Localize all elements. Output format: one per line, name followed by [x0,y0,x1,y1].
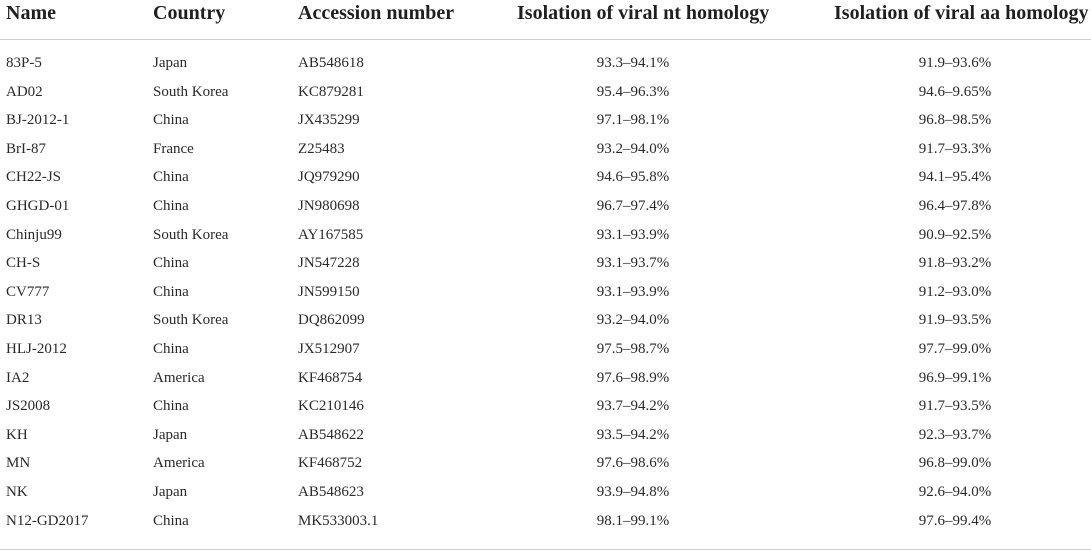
cell-name: BrI-87 [6,140,46,157]
table-header-row [0,0,1091,30]
cell-accession-number: AB548623 [298,483,364,500]
cell-name: JS2008 [6,398,51,415]
cell-accession-number: JN980698 [298,197,360,214]
cell-name: CH22-JS [6,169,62,186]
table-row [0,364,1091,393]
cell-accession-number: JN547228 [298,255,360,272]
table-row [0,163,1091,192]
cell-country: South Korea [153,83,229,100]
cell-aa-homology: 97.7–99.0% [918,340,992,357]
cell-country: China [153,255,189,272]
cell-name: BJ-2012-1 [6,112,70,129]
cell-nt-homology: 97.5–98.7% [596,340,670,357]
cell-name: DR13 [6,312,42,329]
cell-nt-homology: 93.5–94.2% [596,426,670,443]
column-header-nt-homology: Isolation of viral nt homology [517,2,770,24]
cell-aa-homology: 91.7–93.5% [918,398,992,415]
table-row [0,478,1091,507]
cell-accession-number: JQ979290 [298,169,360,186]
cell-nt-homology: 93.1–93.9% [596,226,670,243]
cell-accession-number: KC210146 [298,398,364,415]
cell-aa-homology: 96.8–98.5% [918,112,992,129]
cell-aa-homology: 90.9–92.5% [918,226,992,243]
table-row [0,249,1091,278]
column-header-aa-homology: Isolation of viral aa homology [834,2,1089,24]
cell-accession-number: DQ862099 [298,312,365,329]
cell-country: China [153,197,189,214]
cell-aa-homology: 91.7–93.3% [918,140,992,157]
cell-nt-homology: 93.9–94.8% [596,483,670,500]
cell-country: France [153,140,194,157]
cell-aa-homology: 96.4–97.8% [918,197,992,214]
cell-country: China [153,112,189,129]
cell-aa-homology: 91.9–93.6% [918,55,992,71]
cell-aa-homology: 91.9–93.5% [918,312,992,329]
cell-aa-homology: 94.6–9.65% [918,83,992,100]
cell-nt-homology: 96.7–97.4% [596,197,670,214]
cell-nt-homology: 97.1–98.1% [596,112,670,129]
cell-name: MN [6,455,31,472]
cell-name: GHGD-01 [6,197,70,214]
cell-aa-homology: 94.1–95.4% [918,169,992,186]
cell-name: N12-GD2017 [6,512,89,529]
cell-aa-homology: 96.8–99.0% [918,455,992,472]
cell-aa-homology: 97.6–99.4% [918,512,992,529]
cell-name: CH-S [6,255,41,272]
table-row [0,335,1091,364]
table-row [0,106,1091,135]
cell-name: HLJ-2012 [6,340,67,357]
cell-country: Japan [153,55,188,71]
cell-accession-number: AY167585 [298,226,364,243]
cell-accession-number: JN599150 [298,283,360,300]
cell-country: America [153,369,205,386]
column-header-name: Name [6,2,56,24]
cell-name: CV777 [6,283,50,300]
table-body [0,49,1091,535]
cell-accession-number: JX512907 [298,340,360,357]
cell-accession-number: KF468752 [298,455,363,472]
cell-aa-homology: 92.3–93.7% [918,426,992,443]
cell-nt-homology: 93.3–94.1% [596,55,670,71]
cell-country: South Korea [153,312,229,329]
cell-nt-homology: 93.1–93.9% [596,283,670,300]
cell-nt-homology: 97.6–98.9% [596,369,670,386]
cell-name: 83P-5 [6,55,42,71]
cell-accession-number: Z25483 [298,140,345,157]
cell-name: KH [6,426,28,443]
cell-country: Japan [153,426,188,443]
cell-accession-number: JX435299 [298,112,360,129]
table-row [0,507,1091,536]
cell-aa-homology: 92.6–94.0% [918,483,992,500]
table-row [0,135,1091,164]
table-row [0,278,1091,307]
cell-country: China [153,512,189,529]
column-header-country: Country [153,2,226,24]
cell-nt-homology: 95.4–96.3% [596,83,670,100]
cell-aa-homology: 91.8–93.2% [918,255,992,272]
cell-accession-number: AB548618 [298,55,364,71]
table-bottom-divider [0,549,1091,550]
cell-name: AD02 [6,83,43,100]
cell-nt-homology: 93.7–94.2% [596,398,670,415]
cell-nt-homology: 93.2–94.0% [596,140,670,157]
cell-aa-homology: 91.2–93.0% [918,283,992,300]
cell-country: China [153,398,189,415]
table-row [0,392,1091,421]
cell-accession-number: KF468754 [298,369,363,386]
table-row [0,78,1091,107]
cell-accession-number: MK533003.1 [298,512,379,529]
cell-nt-homology: 93.2–94.0% [596,312,670,329]
table-row [0,421,1091,450]
table-row [0,49,1091,78]
cell-country: America [153,455,205,472]
cell-aa-homology: 96.9–99.1% [918,369,992,386]
table-row [0,221,1091,250]
cell-country: China [153,283,189,300]
cell-country: China [153,340,189,357]
cell-name: Chinju99 [6,226,62,243]
cell-country: South Korea [153,226,229,243]
table-row [0,192,1091,221]
cell-nt-homology: 98.1–99.1% [596,512,670,529]
cell-nt-homology: 94.6–95.8% [596,169,670,186]
cell-country: China [153,169,189,186]
cell-nt-homology: 93.1–93.7% [596,255,670,272]
table-row [0,306,1091,335]
cell-nt-homology: 97.6–98.6% [596,455,670,472]
cell-country: Japan [153,483,188,500]
header-divider [0,39,1091,40]
cell-accession-number: KC879281 [298,83,364,100]
column-header-accession-number: Accession number [298,2,455,24]
table-row [0,449,1091,478]
cell-accession-number: AB548622 [298,426,364,443]
cell-name: IA2 [6,369,30,386]
cell-name: NK [6,483,28,500]
